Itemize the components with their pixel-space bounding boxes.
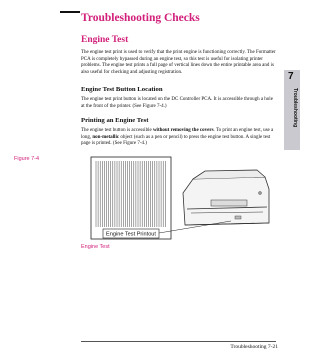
figure-label: Figure 7-4 <box>14 156 40 162</box>
button-location-heading: Engine Test Button Location <box>81 86 163 93</box>
section-title: Engine Test <box>81 35 129 45</box>
printing-text-3: object (such as a pen or pencil) to press the engine test button. A single test page is printed. (See Figure 7-4.) <box>81 134 271 147</box>
engine-test-illustration <box>81 153 276 241</box>
figure-caption: Engine Test <box>81 244 110 250</box>
side-tab-number: 7 <box>288 71 294 82</box>
printing-paragraph <box>81 128 276 148</box>
test-printout-page <box>91 157 171 239</box>
chapter-title: Troubleshooting Checks <box>81 12 200 24</box>
printing-text-1: The engine test button is accessible <box>81 128 153 133</box>
footer-rule <box>81 341 276 342</box>
side-tab-label: Troubleshooting <box>292 88 298 128</box>
page-footer: Troubleshooting 7-21 <box>230 344 278 350</box>
intro-paragraph: The engine test print is used to verify that the print engine is functioning correctly. The Formatter PCA is completely bypassed during an engine test, so this test is useful for isolating printer problems. The engine test prints a full page of vertical lines down the entire printable area and is also useful for checking and adjusting registration. <box>81 50 276 75</box>
button-location-paragraph: The engine test print button is located on the DC Controller PCA. It is accessible through a hole at the front of the printer. (See Figure 7-4.) <box>81 97 273 109</box>
printer-drawing <box>183 170 269 225</box>
callout-label: Engine Test Printout <box>106 231 156 238</box>
printing-bold-1: without removing the covers <box>152 128 214 133</box>
top-rule <box>60 11 80 13</box>
printing-text-2: . To print an engine test, use a long, <box>81 128 274 140</box>
printing-bold-2: non-metallic <box>92 134 120 140</box>
printing-heading: Printing an Engine Test <box>81 117 149 124</box>
